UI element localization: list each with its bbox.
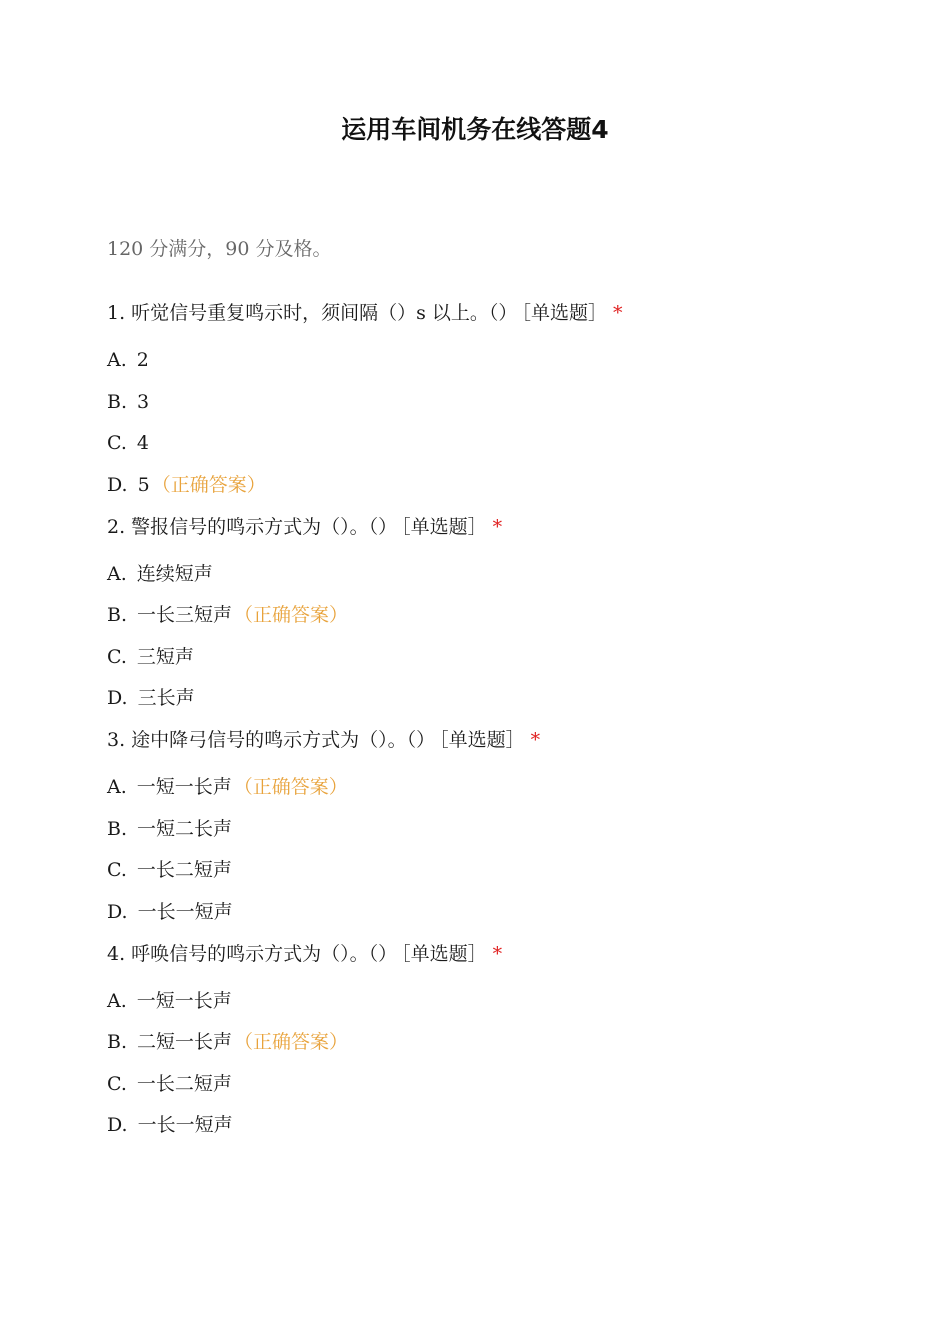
option-letter: D. [107,687,128,709]
option-text: 一长二短声 [136,1072,232,1095]
correct-answer-tag: （正确答案） [233,776,348,798]
option-text: 一短一长声 [136,989,232,1012]
required-mark: * [530,729,541,751]
option-letter: A. [107,776,127,798]
question-stem [107,726,867,754]
question-stem [107,299,867,327]
question-4-option-d[interactable] [107,1111,867,1139]
question-stem [107,513,867,541]
option-letter: C. [107,432,127,454]
question-1-option-d[interactable] [107,471,867,499]
option-list [107,987,867,1140]
option-letter: D. [107,473,128,496]
option-text: 三长声 [137,687,195,709]
question-type-label: ［单选题］ [521,302,607,324]
question-3 [107,726,867,926]
question-text: 听觉信号重复鸣示时，须间隔（）s 以上。（） [131,302,518,324]
option-text: 连续短声 [136,562,213,585]
question-4-option-b[interactable] [107,1028,867,1056]
question-1 [107,299,867,499]
option-text: 3 [137,390,150,413]
question-2-option-c[interactable] [107,643,867,671]
option-letter: A. [107,349,127,371]
option-letter: D. [107,1114,128,1136]
option-text: 一长一短声 [137,900,233,923]
question-3-option-a[interactable] [107,773,867,801]
question-number: 4. [107,942,126,965]
question-2-option-d[interactable] [107,684,867,712]
question-type-label: ［单选题］ [401,942,487,965]
question-1-option-a[interactable] [107,346,867,374]
question-2-option-b[interactable] [107,601,867,629]
option-text: 二短一长声 [137,1031,233,1053]
option-letter: C. [107,645,127,668]
question-3-option-d[interactable] [107,898,867,926]
question-3-option-b[interactable] [107,815,867,843]
option-text: 一短一长声 [136,776,232,798]
question-4 [107,940,867,1140]
question-stem [107,940,867,968]
question-text: 警报信号的鸣示方式为（）。（） [131,515,398,538]
question-3-option-c[interactable] [107,856,867,884]
question-list [107,299,867,1153]
question-number: 3. [107,729,126,751]
question-number: 1. [107,302,126,324]
option-text: 一长一短声 [137,1114,233,1136]
option-text: 一长三短声 [137,604,233,626]
question-type-label: ［单选题］ [401,515,487,538]
correct-answer-tag: （正确答案） [234,1031,349,1053]
required-mark: * [612,302,623,324]
required-mark: * [492,515,503,538]
question-1-option-c[interactable] [107,429,867,457]
option-text: 一长二短声 [136,859,232,881]
option-letter: B. [107,390,128,413]
correct-answer-tag: （正确答案） [151,473,266,496]
option-text: 2 [136,349,149,371]
option-letter: B. [107,604,128,626]
option-list [107,346,867,499]
question-number: 2. [107,515,126,538]
option-letter: A. [107,562,127,585]
option-text: 4 [136,432,149,454]
option-letter: C. [107,1072,127,1095]
question-text: 呼唤信号的鸣示方式为（）。（） [131,942,398,965]
option-letter: C. [107,859,127,881]
option-letter: B. [107,1031,128,1053]
option-text: 一短二长声 [137,817,233,840]
question-2 [107,513,867,713]
option-letter: D. [107,900,128,923]
question-4-option-c[interactable] [107,1070,867,1098]
question-text: 途中降弓信号的鸣示方式为（）。（） [131,729,436,751]
question-type-label: ［单选题］ [439,729,525,751]
correct-answer-tag: （正确答案） [234,604,349,626]
option-letter: B. [107,817,128,840]
option-letter: A. [107,989,127,1012]
question-2-option-a[interactable] [107,560,867,588]
score-intro: 120 分满分，90 分及格。 [107,238,332,260]
option-list [107,560,867,713]
option-text: 5 [137,473,150,496]
option-text: 三短声 [136,645,194,668]
required-mark: * [492,942,503,965]
page-title: 运用车间机务在线答题4 [341,115,609,144]
question-1-option-b[interactable] [107,388,867,416]
question-4-option-a[interactable] [107,987,867,1015]
option-list [107,773,867,926]
